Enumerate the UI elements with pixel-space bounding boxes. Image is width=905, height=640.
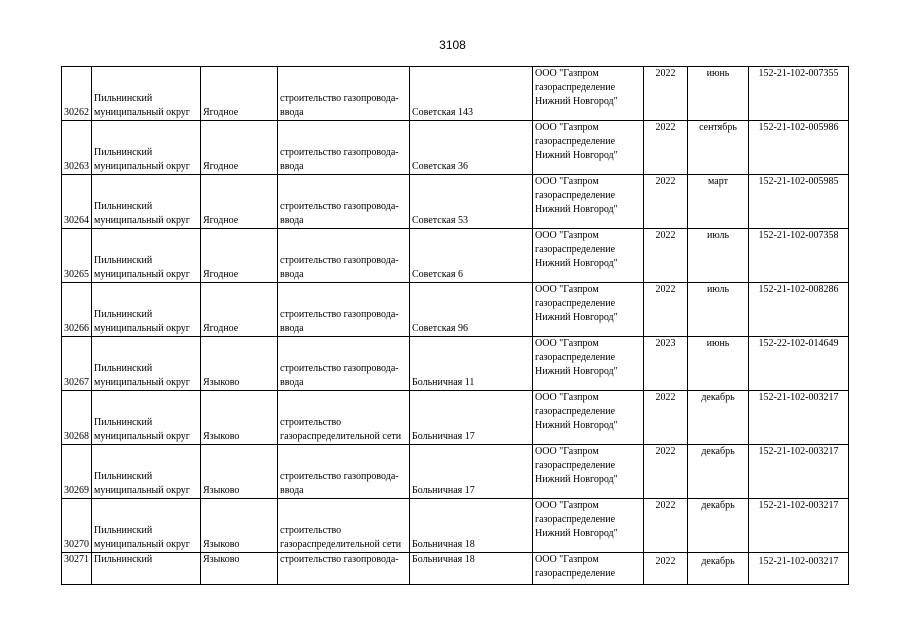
code-cell: 152-21-102-003217 [749, 445, 849, 499]
year-cell: 2022 [644, 283, 688, 337]
work-type-line-1: строительство газопровода- [280, 471, 399, 482]
work-type-cell [278, 121, 410, 175]
work-type-cell [278, 229, 410, 283]
code-cell: 152-21-102-003217 [749, 391, 849, 445]
district-line-1: Пильнинский [94, 417, 153, 428]
organization-line-2: газораспределение [535, 568, 616, 579]
table-row [62, 121, 849, 175]
work-type-line-2: ввода [280, 107, 304, 118]
organization-line-2: газораспределение [535, 82, 616, 93]
organization-line-3: Нижний Новгород" [535, 420, 618, 431]
work-type-line-1: строительство газопровода- [280, 309, 399, 320]
organization-line-3: Нижний Новгород" [535, 204, 618, 215]
village-cell: Ягодное [201, 229, 278, 283]
year-cell: 2022 [644, 175, 688, 229]
organization-cell [533, 391, 644, 445]
code-cell: 152-21-102-005985 [749, 175, 849, 229]
work-type-cell [278, 553, 410, 585]
table-row [62, 283, 849, 337]
work-type-cell [278, 337, 410, 391]
district-line-1: Пильнинский [94, 363, 153, 374]
table-row [62, 445, 849, 499]
year-cell: 2022 [644, 121, 688, 175]
table-body [62, 67, 849, 585]
record-number: 30267 [62, 337, 92, 391]
organization-line-1: ООО "Газпром [535, 230, 599, 241]
district-line-2: муниципальный округ [94, 161, 190, 172]
district-cell [92, 337, 201, 391]
year-cell: 2022 [644, 499, 688, 553]
address-cell: Советская 143 [410, 67, 533, 121]
organization-cell [533, 121, 644, 175]
district-cell [92, 229, 201, 283]
organization-line-1: ООО "Газпром [535, 392, 599, 403]
organization-cell [533, 229, 644, 283]
district-cell [92, 391, 201, 445]
district-line-2: муниципальный округ [94, 539, 190, 550]
month-cell: июнь [688, 67, 749, 121]
organization-line-1: ООО "Газпром [535, 338, 599, 349]
month-cell: декабрь [688, 553, 749, 585]
record-number: 30268 [62, 391, 92, 445]
work-type-line-2: газораспределительной сети [280, 431, 402, 442]
village-cell: Языково [201, 391, 278, 445]
work-type-cell [278, 391, 410, 445]
address-cell: Больничная 17 [410, 445, 533, 499]
address-cell: Советская 6 [410, 229, 533, 283]
district-cell [92, 283, 201, 337]
gas-connection-registry-table [61, 66, 849, 585]
work-type-line-1: строительство газопровода- [280, 147, 399, 158]
record-number: 30265 [62, 229, 92, 283]
page-number: 3108 [439, 38, 466, 52]
table-row [62, 499, 849, 553]
month-cell: декабрь [688, 391, 749, 445]
code-cell: 152-21-102-003217 [749, 553, 849, 585]
work-type-line-2: ввода [280, 269, 304, 280]
organization-line-1: ООО "Газпром [535, 500, 599, 511]
village-cell: Ягодное [201, 121, 278, 175]
district-line-1: Пильнинский [94, 255, 153, 266]
year-cell: 2022 [644, 391, 688, 445]
work-type-line-2: ввода [280, 161, 304, 172]
work-type-line-1: строительство газопровода- [280, 255, 399, 266]
organization-line-2: газораспределение [535, 406, 616, 417]
record-number: 30271 [62, 553, 92, 585]
work-type-line-2: ввода [280, 215, 304, 226]
organization-line-3: Нижний Новгород" [535, 150, 618, 161]
district-line-1: Пильнинский [94, 93, 153, 104]
work-type-line-1: строительство газопровода- [280, 363, 399, 374]
organization-line-1: ООО "Газпром [535, 176, 599, 187]
address-cell: Больничная 11 [410, 337, 533, 391]
organization-cell [533, 553, 644, 585]
table-row [62, 337, 849, 391]
organization-line-3: Нижний Новгород" [535, 312, 618, 323]
district-line-1: Пильнинский [94, 201, 153, 212]
record-number: 30262 [62, 67, 92, 121]
organization-line-2: газораспределение [535, 460, 616, 471]
district-line-2: муниципальный округ [94, 485, 190, 496]
organization-line-1: ООО "Газпром [535, 68, 599, 79]
organization-line-2: газораспределение [535, 136, 616, 147]
organization-line-3: Нижний Новгород" [535, 96, 618, 107]
table-row [62, 391, 849, 445]
work-type-line-1: строительство газопровода- [280, 554, 399, 565]
table-row [62, 175, 849, 229]
organization-line-1: ООО "Газпром [535, 284, 599, 295]
work-type-cell [278, 283, 410, 337]
work-type-line-2: ввода [280, 377, 304, 388]
month-cell: июль [688, 283, 749, 337]
organization-line-2: газораспределение [535, 190, 616, 201]
year-cell: 2022 [644, 67, 688, 121]
record-number: 30263 [62, 121, 92, 175]
district-cell [92, 175, 201, 229]
district-line-1: Пильнинский [94, 525, 153, 536]
month-cell: декабрь [688, 499, 749, 553]
work-type-cell [278, 499, 410, 553]
organization-cell [533, 499, 644, 553]
address-cell: Больничная 17 [410, 391, 533, 445]
code-cell: 152-22-102-014649 [749, 337, 849, 391]
village-cell: Ягодное [201, 175, 278, 229]
village-cell: Ягодное [201, 283, 278, 337]
code-cell: 152-21-102-008286 [749, 283, 849, 337]
organization-cell [533, 337, 644, 391]
organization-cell [533, 67, 644, 121]
organization-line-3: Нижний Новгород" [535, 474, 618, 485]
organization-line-3: Нижний Новгород" [535, 366, 618, 377]
month-cell: декабрь [688, 445, 749, 499]
district-line-2: муниципальный округ [94, 431, 190, 442]
village-cell: Ягодное [201, 67, 278, 121]
district-line-2: муниципальный округ [94, 269, 190, 280]
district-line-1: Пильнинский [94, 309, 153, 320]
district-line-2: муниципальный округ [94, 377, 190, 388]
organization-line-2: газораспределение [535, 244, 616, 255]
code-cell: 152-21-102-003217 [749, 499, 849, 553]
district-line-2: муниципальный округ [94, 323, 190, 334]
district-cell [92, 445, 201, 499]
code-cell: 152-21-102-007358 [749, 229, 849, 283]
address-cell: Советская 36 [410, 121, 533, 175]
year-cell: 2022 [644, 229, 688, 283]
work-type-line-1: строительство газопровода- [280, 93, 399, 104]
month-cell: март [688, 175, 749, 229]
organization-cell [533, 175, 644, 229]
year-cell: 2022 [644, 445, 688, 499]
organization-line-2: газораспределение [535, 514, 616, 525]
record-number: 30266 [62, 283, 92, 337]
village-cell: Языково [201, 499, 278, 553]
organization-line-1: ООО "Газпром [535, 122, 599, 133]
address-cell: Советская 53 [410, 175, 533, 229]
month-cell: июль [688, 229, 749, 283]
address-cell: Больничная 18 [410, 499, 533, 553]
work-type-line-1: строительство [280, 417, 342, 428]
month-cell: июнь [688, 337, 749, 391]
district-cell [92, 553, 201, 585]
work-type-line-2: газораспределительной сети [280, 539, 402, 550]
district-cell [92, 121, 201, 175]
organization-line-3: Нижний Новгород" [535, 258, 618, 269]
organization-line-3: Нижний Новгород" [535, 528, 618, 539]
month-cell: сентябрь [688, 121, 749, 175]
work-type-cell [278, 67, 410, 121]
record-number: 30264 [62, 175, 92, 229]
table-row-partial [62, 553, 849, 585]
work-type-line-2: ввода [280, 323, 304, 334]
year-cell: 2022 [644, 553, 688, 585]
record-number: 30270 [62, 499, 92, 553]
address-cell: Больничная 18 [410, 553, 533, 585]
district-line-1: Пильнинский [94, 147, 153, 158]
code-cell: 152-21-102-005986 [749, 121, 849, 175]
table-row [62, 229, 849, 283]
district-cell [92, 499, 201, 553]
district-line-1: Пильнинский [94, 471, 153, 482]
work-type-line-2: ввода [280, 485, 304, 496]
district-cell [92, 67, 201, 121]
organization-line-2: газораспределение [535, 298, 616, 309]
village-cell: Языково [201, 337, 278, 391]
work-type-cell [278, 445, 410, 499]
organization-line-1: ООО "Газпром [535, 554, 599, 565]
organization-line-2: газораспределение [535, 352, 616, 363]
address-cell: Советская 96 [410, 283, 533, 337]
table-row [62, 67, 849, 121]
year-cell: 2023 [644, 337, 688, 391]
organization-cell [533, 283, 644, 337]
district-line-2: муниципальный округ [94, 215, 190, 226]
district-line-2: муниципальный округ [94, 107, 190, 118]
work-type-line-1: строительство газопровода- [280, 201, 399, 212]
village-cell: Языково [201, 553, 278, 585]
organization-line-1: ООО "Газпром [535, 446, 599, 457]
code-cell: 152-21-102-007355 [749, 67, 849, 121]
district-line-1: Пильнинский [94, 554, 153, 565]
village-cell: Языково [201, 445, 278, 499]
work-type-line-1: строительство [280, 525, 342, 536]
record-number: 30269 [62, 445, 92, 499]
work-type-cell [278, 175, 410, 229]
organization-cell [533, 445, 644, 499]
